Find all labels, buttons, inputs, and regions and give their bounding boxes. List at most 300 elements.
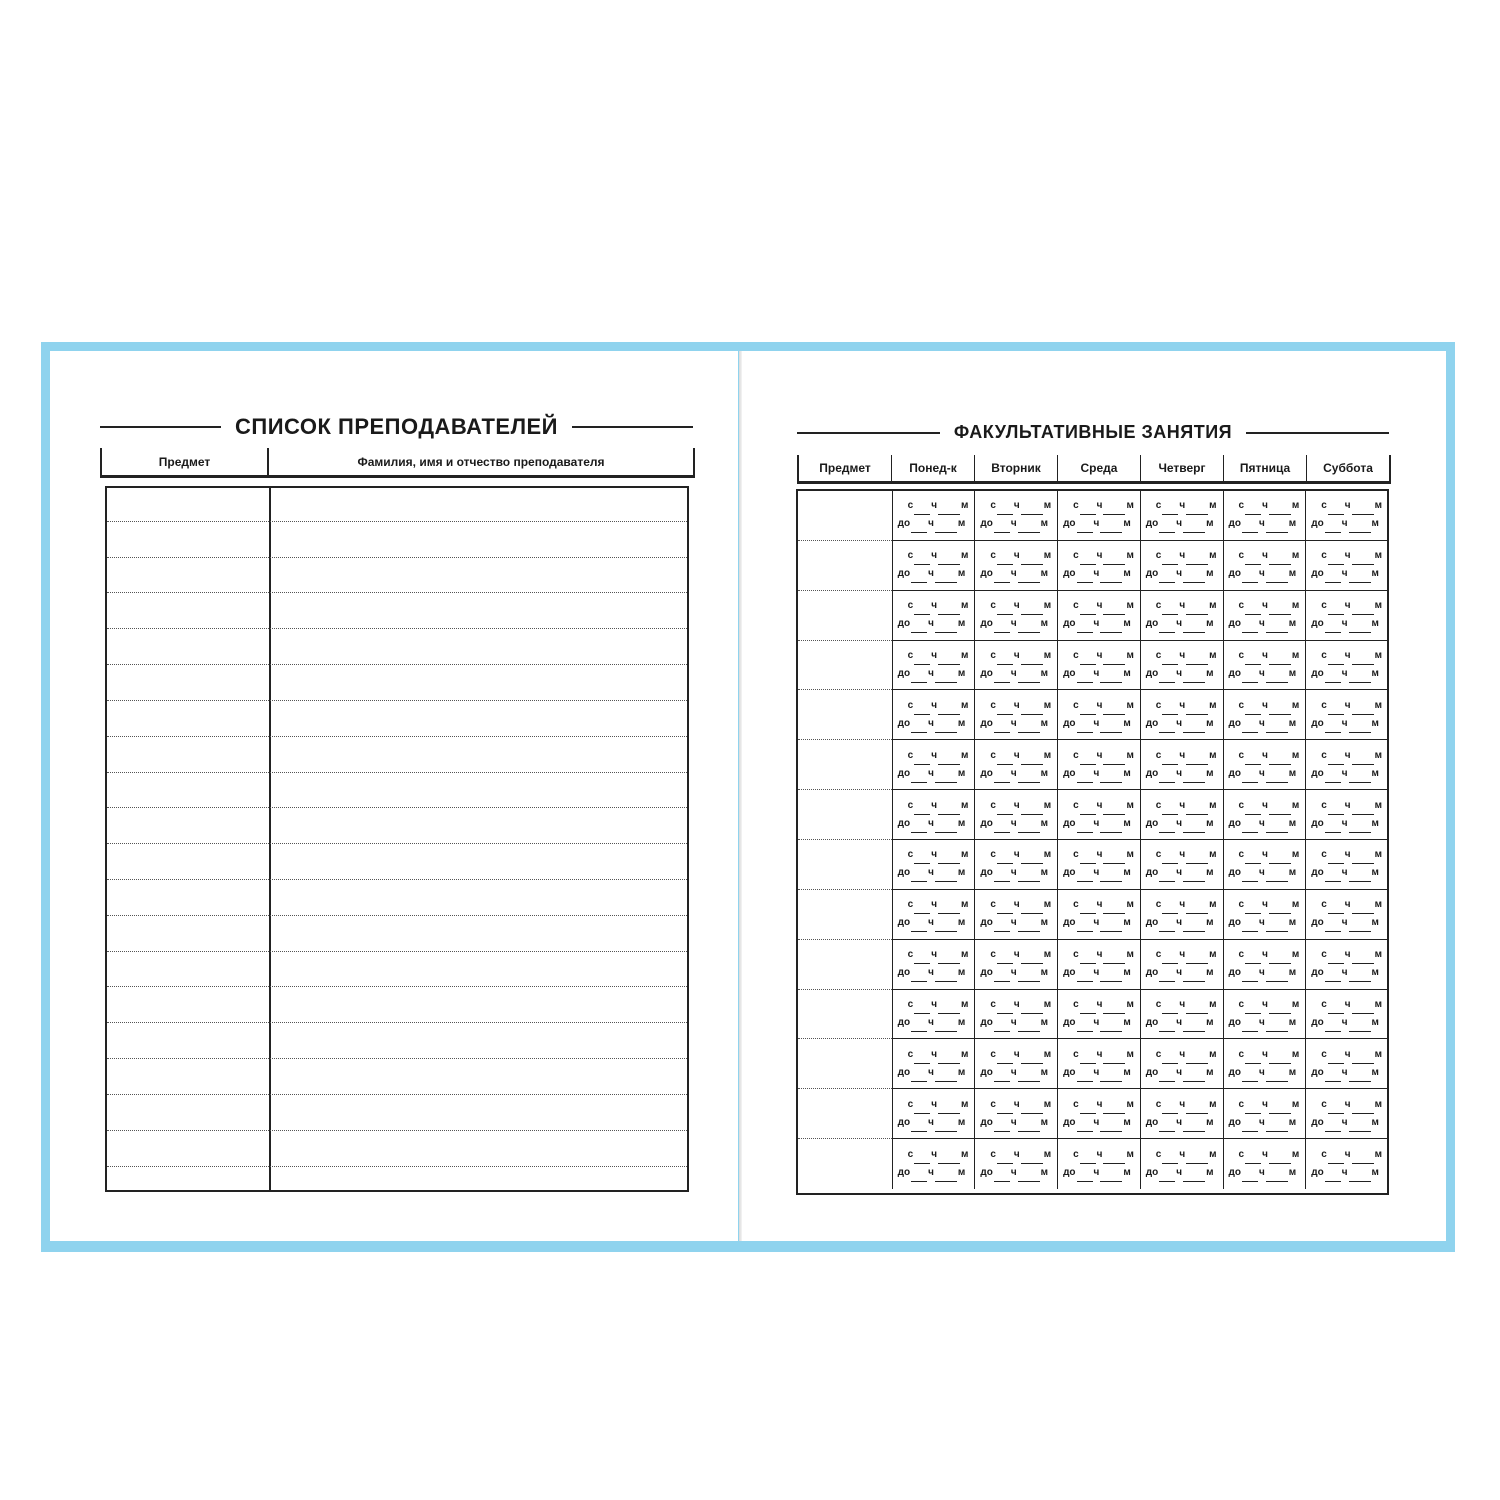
blank-line[interactable]	[1077, 1021, 1093, 1032]
blank-line[interactable]	[1100, 672, 1122, 683]
time-from-field[interactable]	[1146, 896, 1218, 914]
time-to-field[interactable]	[1146, 1114, 1218, 1132]
time-to-field[interactable]	[1229, 565, 1301, 583]
time-to-field[interactable]	[980, 1164, 1052, 1182]
blank-line[interactable]	[1183, 1171, 1205, 1182]
subject-cell[interactable]	[798, 591, 892, 641]
blank-line[interactable]	[1325, 622, 1341, 633]
blank-line[interactable]	[1269, 604, 1291, 615]
blank-line[interactable]	[1245, 953, 1261, 964]
blank-line[interactable]	[1269, 1153, 1291, 1164]
time-to-field[interactable]	[980, 914, 1052, 932]
blank-line[interactable]	[1159, 871, 1175, 882]
blank-line[interactable]	[1328, 1153, 1344, 1164]
blank-line[interactable]	[1242, 1021, 1258, 1032]
blank-line[interactable]	[914, 504, 930, 515]
blank-line[interactable]	[1352, 504, 1374, 515]
blank-line[interactable]	[1159, 822, 1175, 833]
blank-line[interactable]	[1352, 554, 1374, 565]
blank-line[interactable]	[997, 1153, 1013, 1164]
subject-cell[interactable]	[798, 840, 892, 890]
time-from-field[interactable]	[898, 846, 970, 864]
time-from-field[interactable]	[980, 647, 1052, 665]
time-to-field[interactable]	[1063, 715, 1135, 733]
blank-line[interactable]	[1269, 1053, 1291, 1064]
time-from-field[interactable]	[1229, 996, 1301, 1014]
time-from-field[interactable]	[1311, 946, 1382, 964]
blank-line[interactable]	[1018, 971, 1040, 982]
blank-line[interactable]	[1352, 903, 1374, 914]
blank-line[interactable]	[1328, 804, 1344, 815]
blank-line[interactable]	[994, 1071, 1010, 1082]
blank-line[interactable]	[1269, 903, 1291, 914]
time-from-field[interactable]	[980, 697, 1052, 715]
time-to-field[interactable]	[1229, 665, 1301, 683]
blank-line[interactable]	[1103, 704, 1125, 715]
blank-line[interactable]	[1245, 1153, 1261, 1164]
blank-line[interactable]	[1245, 804, 1261, 815]
blank-line[interactable]	[1269, 704, 1291, 715]
blank-line[interactable]	[1103, 1053, 1125, 1064]
time-from-field[interactable]	[1146, 996, 1218, 1014]
time-to-field[interactable]	[898, 1014, 970, 1032]
time-to-field[interactable]	[1229, 1064, 1301, 1082]
blank-line[interactable]	[1018, 871, 1040, 882]
time-to-field[interactable]	[1311, 864, 1382, 882]
blank-line[interactable]	[1186, 903, 1208, 914]
time-from-field[interactable]	[1229, 547, 1301, 565]
blank-line[interactable]	[911, 1121, 927, 1132]
time-from-field[interactable]	[1311, 846, 1382, 864]
blank-line[interactable]	[994, 921, 1010, 932]
blank-line[interactable]	[1159, 1171, 1175, 1182]
blank-line[interactable]	[997, 504, 1013, 515]
blank-line[interactable]	[1183, 522, 1205, 533]
blank-line[interactable]	[1328, 554, 1344, 565]
time-from-field[interactable]	[898, 497, 970, 515]
blank-line[interactable]	[1100, 1171, 1122, 1182]
blank-line[interactable]	[1183, 772, 1205, 783]
blank-line[interactable]	[997, 554, 1013, 565]
blank-line[interactable]	[1352, 953, 1374, 964]
blank-line[interactable]	[1183, 572, 1205, 583]
blank-line[interactable]	[1245, 1103, 1261, 1114]
time-from-field[interactable]	[980, 996, 1052, 1014]
time-to-field[interactable]	[1063, 515, 1135, 533]
blank-line[interactable]	[1349, 971, 1371, 982]
blank-line[interactable]	[1183, 822, 1205, 833]
blank-line[interactable]	[911, 622, 927, 633]
time-to-field[interactable]	[1146, 515, 1218, 533]
subject-cell[interactable]	[798, 890, 892, 940]
blank-line[interactable]	[1269, 1003, 1291, 1014]
time-from-field[interactable]	[1229, 1096, 1301, 1114]
time-to-field[interactable]	[1229, 615, 1301, 633]
blank-line[interactable]	[1100, 572, 1122, 583]
time-from-field[interactable]	[980, 597, 1052, 615]
blank-line[interactable]	[1352, 754, 1374, 765]
blank-line[interactable]	[911, 672, 927, 683]
blank-line[interactable]	[1103, 554, 1125, 565]
blank-line[interactable]	[1242, 1121, 1258, 1132]
blank-line[interactable]	[938, 604, 960, 615]
blank-line[interactable]	[1325, 572, 1341, 583]
time-to-field[interactable]	[1311, 715, 1382, 733]
blank-line[interactable]	[1018, 1071, 1040, 1082]
time-to-field[interactable]	[980, 715, 1052, 733]
blank-line[interactable]	[1325, 1171, 1341, 1182]
blank-line[interactable]	[1100, 772, 1122, 783]
blank-line[interactable]	[1328, 1003, 1344, 1014]
blank-line[interactable]	[1103, 903, 1125, 914]
blank-line[interactable]	[938, 554, 960, 565]
time-to-field[interactable]	[1229, 1014, 1301, 1032]
subject-cell[interactable]	[798, 541, 892, 591]
blank-line[interactable]	[1159, 522, 1175, 533]
blank-line[interactable]	[1266, 522, 1288, 533]
blank-line[interactable]	[914, 853, 930, 864]
blank-line[interactable]	[997, 804, 1013, 815]
time-from-field[interactable]	[1229, 846, 1301, 864]
time-from-field[interactable]	[1146, 946, 1218, 964]
blank-line[interactable]	[1328, 853, 1344, 864]
blank-line[interactable]	[1077, 822, 1093, 833]
time-from-field[interactable]	[1311, 647, 1382, 665]
blank-line[interactable]	[1269, 1103, 1291, 1114]
time-from-field[interactable]	[1063, 747, 1135, 765]
blank-line[interactable]	[938, 1003, 960, 1014]
blank-line[interactable]	[1162, 554, 1178, 565]
blank-line[interactable]	[1328, 504, 1344, 515]
blank-line[interactable]	[1018, 1121, 1040, 1132]
blank-line[interactable]	[1162, 1053, 1178, 1064]
blank-line[interactable]	[935, 572, 957, 583]
blank-line[interactable]	[1077, 772, 1093, 783]
blank-line[interactable]	[1325, 772, 1341, 783]
blank-line[interactable]	[914, 604, 930, 615]
blank-line[interactable]	[1018, 1021, 1040, 1032]
blank-line[interactable]	[914, 953, 930, 964]
time-to-field[interactable]	[1063, 1164, 1135, 1182]
blank-line[interactable]	[935, 772, 957, 783]
blank-line[interactable]	[1100, 1071, 1122, 1082]
blank-line[interactable]	[1325, 871, 1341, 882]
blank-line[interactable]	[1269, 554, 1291, 565]
time-to-field[interactable]	[1146, 815, 1218, 833]
time-from-field[interactable]	[980, 1146, 1052, 1164]
blank-line[interactable]	[1266, 722, 1288, 733]
blank-line[interactable]	[994, 522, 1010, 533]
blank-line[interactable]	[914, 754, 930, 765]
time-to-field[interactable]	[980, 565, 1052, 583]
time-to-field[interactable]	[1229, 914, 1301, 932]
blank-line[interactable]	[911, 822, 927, 833]
blank-line[interactable]	[938, 704, 960, 715]
blank-line[interactable]	[1186, 654, 1208, 665]
blank-line[interactable]	[1325, 1071, 1341, 1082]
blank-line[interactable]	[914, 804, 930, 815]
time-to-field[interactable]	[1146, 1014, 1218, 1032]
blank-line[interactable]	[1077, 572, 1093, 583]
blank-line[interactable]	[1349, 722, 1371, 733]
subject-cell[interactable]	[798, 641, 892, 691]
time-to-field[interactable]	[1311, 815, 1382, 833]
time-to-field[interactable]	[1063, 1064, 1135, 1082]
time-to-field[interactable]	[898, 1114, 970, 1132]
blank-line[interactable]	[1100, 921, 1122, 932]
blank-line[interactable]	[1266, 622, 1288, 633]
blank-line[interactable]	[911, 572, 927, 583]
blank-line[interactable]	[1077, 971, 1093, 982]
blank-line[interactable]	[997, 903, 1013, 914]
blank-line[interactable]	[1159, 921, 1175, 932]
blank-line[interactable]	[1021, 1103, 1043, 1114]
blank-line[interactable]	[1349, 1121, 1371, 1132]
blank-line[interactable]	[1325, 822, 1341, 833]
blank-line[interactable]	[1100, 822, 1122, 833]
blank-line[interactable]	[1103, 953, 1125, 964]
blank-line[interactable]	[1080, 1153, 1096, 1164]
blank-line[interactable]	[1328, 654, 1344, 665]
time-to-field[interactable]	[1146, 565, 1218, 583]
time-to-field[interactable]	[898, 715, 970, 733]
blank-line[interactable]	[1077, 622, 1093, 633]
subject-cell[interactable]	[798, 690, 892, 740]
blank-line[interactable]	[1245, 1053, 1261, 1064]
blank-line[interactable]	[1077, 871, 1093, 882]
blank-line[interactable]	[1266, 971, 1288, 982]
time-to-field[interactable]	[980, 1114, 1052, 1132]
time-from-field[interactable]	[898, 996, 970, 1014]
blank-line[interactable]	[938, 1053, 960, 1064]
blank-line[interactable]	[1242, 1071, 1258, 1082]
time-from-field[interactable]	[980, 747, 1052, 765]
time-from-field[interactable]	[1146, 697, 1218, 715]
blank-line[interactable]	[1021, 804, 1043, 815]
time-from-field[interactable]	[980, 797, 1052, 815]
blank-line[interactable]	[1183, 722, 1205, 733]
time-from-field[interactable]	[1063, 946, 1135, 964]
blank-line[interactable]	[1183, 672, 1205, 683]
subject-cell[interactable]	[798, 740, 892, 790]
blank-line[interactable]	[997, 953, 1013, 964]
blank-line[interactable]	[935, 522, 957, 533]
blank-line[interactable]	[1159, 971, 1175, 982]
time-to-field[interactable]	[1146, 615, 1218, 633]
blank-line[interactable]	[1021, 903, 1043, 914]
blank-line[interactable]	[1242, 971, 1258, 982]
time-to-field[interactable]	[1146, 864, 1218, 882]
time-from-field[interactable]	[1229, 946, 1301, 964]
blank-line[interactable]	[1242, 822, 1258, 833]
blank-line[interactable]	[914, 903, 930, 914]
blank-line[interactable]	[1328, 953, 1344, 964]
time-from-field[interactable]	[1311, 747, 1382, 765]
blank-line[interactable]	[1186, 953, 1208, 964]
time-from-field[interactable]	[1229, 747, 1301, 765]
time-from-field[interactable]	[1311, 896, 1382, 914]
time-to-field[interactable]	[1063, 765, 1135, 783]
time-to-field[interactable]	[1311, 565, 1382, 583]
blank-line[interactable]	[911, 1021, 927, 1032]
time-from-field[interactable]	[1229, 1046, 1301, 1064]
blank-line[interactable]	[1103, 853, 1125, 864]
blank-line[interactable]	[1162, 654, 1178, 665]
subject-cell[interactable]	[798, 940, 892, 990]
blank-line[interactable]	[1352, 604, 1374, 615]
blank-line[interactable]	[1021, 754, 1043, 765]
blank-line[interactable]	[1349, 672, 1371, 683]
time-to-field[interactable]	[1146, 715, 1218, 733]
time-to-field[interactable]	[1311, 615, 1382, 633]
blank-line[interactable]	[911, 772, 927, 783]
blank-line[interactable]	[1349, 871, 1371, 882]
time-from-field[interactable]	[898, 1046, 970, 1064]
time-from-field[interactable]	[1063, 896, 1135, 914]
blank-line[interactable]	[1021, 1153, 1043, 1164]
blank-line[interactable]	[1352, 1003, 1374, 1014]
time-to-field[interactable]	[1311, 1014, 1382, 1032]
time-to-field[interactable]	[1146, 1164, 1218, 1182]
time-to-field[interactable]	[898, 964, 970, 982]
time-to-field[interactable]	[898, 815, 970, 833]
subject-cell[interactable]	[798, 790, 892, 840]
time-to-field[interactable]	[1229, 815, 1301, 833]
blank-line[interactable]	[935, 1121, 957, 1132]
time-from-field[interactable]	[1063, 497, 1135, 515]
blank-line[interactable]	[1325, 522, 1341, 533]
blank-line[interactable]	[935, 921, 957, 932]
blank-line[interactable]	[1159, 572, 1175, 583]
blank-line[interactable]	[1100, 871, 1122, 882]
blank-line[interactable]	[914, 1103, 930, 1114]
blank-line[interactable]	[1352, 1103, 1374, 1114]
time-from-field[interactable]	[1063, 996, 1135, 1014]
time-to-field[interactable]	[898, 1064, 970, 1082]
blank-line[interactable]	[1021, 554, 1043, 565]
blank-line[interactable]	[1266, 871, 1288, 882]
blank-line[interactable]	[911, 1171, 927, 1182]
blank-line[interactable]	[1077, 1121, 1093, 1132]
blank-line[interactable]	[1080, 1103, 1096, 1114]
blank-line[interactable]	[1325, 1121, 1341, 1132]
blank-line[interactable]	[1349, 522, 1371, 533]
blank-line[interactable]	[1021, 953, 1043, 964]
blank-line[interactable]	[935, 971, 957, 982]
blank-line[interactable]	[935, 672, 957, 683]
blank-line[interactable]	[1103, 804, 1125, 815]
blank-line[interactable]	[1080, 804, 1096, 815]
time-from-field[interactable]	[1229, 896, 1301, 914]
time-from-field[interactable]	[1146, 1046, 1218, 1064]
blank-line[interactable]	[1349, 1171, 1371, 1182]
blank-line[interactable]	[1100, 1121, 1122, 1132]
time-to-field[interactable]	[980, 665, 1052, 683]
time-from-field[interactable]	[980, 1046, 1052, 1064]
blank-line[interactable]	[997, 853, 1013, 864]
blank-line[interactable]	[1159, 1021, 1175, 1032]
blank-line[interactable]	[994, 1021, 1010, 1032]
blank-line[interactable]	[1018, 522, 1040, 533]
blank-line[interactable]	[1266, 921, 1288, 932]
blank-line[interactable]	[1077, 1071, 1093, 1082]
time-to-field[interactable]	[1311, 515, 1382, 533]
time-from-field[interactable]	[1063, 1146, 1135, 1164]
blank-line[interactable]	[914, 1003, 930, 1014]
blank-line[interactable]	[914, 704, 930, 715]
time-to-field[interactable]	[1311, 1114, 1382, 1132]
blank-line[interactable]	[1186, 604, 1208, 615]
time-from-field[interactable]	[898, 647, 970, 665]
time-to-field[interactable]	[898, 565, 970, 583]
blank-line[interactable]	[935, 1071, 957, 1082]
time-from-field[interactable]	[1063, 697, 1135, 715]
blank-line[interactable]	[1266, 572, 1288, 583]
time-from-field[interactable]	[898, 547, 970, 565]
blank-line[interactable]	[997, 754, 1013, 765]
blank-line[interactable]	[1186, 1153, 1208, 1164]
blank-line[interactable]	[1245, 504, 1261, 515]
blank-line[interactable]	[1269, 853, 1291, 864]
blank-line[interactable]	[997, 1103, 1013, 1114]
blank-line[interactable]	[1328, 1103, 1344, 1114]
time-to-field[interactable]	[1311, 765, 1382, 783]
blank-line[interactable]	[1021, 704, 1043, 715]
blank-line[interactable]	[1245, 754, 1261, 765]
time-to-field[interactable]	[980, 765, 1052, 783]
blank-line[interactable]	[914, 1053, 930, 1064]
blank-line[interactable]	[935, 1171, 957, 1182]
blank-line[interactable]	[1162, 1103, 1178, 1114]
blank-line[interactable]	[1266, 1071, 1288, 1082]
time-from-field[interactable]	[1146, 597, 1218, 615]
blank-line[interactable]	[1100, 971, 1122, 982]
time-from-field[interactable]	[1311, 1096, 1382, 1114]
time-to-field[interactable]	[1229, 715, 1301, 733]
blank-line[interactable]	[914, 554, 930, 565]
blank-line[interactable]	[935, 871, 957, 882]
blank-line[interactable]	[1183, 921, 1205, 932]
blank-line[interactable]	[994, 971, 1010, 982]
blank-line[interactable]	[1349, 822, 1371, 833]
blank-line[interactable]	[1080, 1003, 1096, 1014]
time-to-field[interactable]	[980, 1064, 1052, 1082]
blank-line[interactable]	[1103, 754, 1125, 765]
blank-line[interactable]	[1162, 504, 1178, 515]
time-from-field[interactable]	[1146, 547, 1218, 565]
time-from-field[interactable]	[1311, 697, 1382, 715]
blank-line[interactable]	[1349, 622, 1371, 633]
blank-line[interactable]	[1021, 1003, 1043, 1014]
subject-cell[interactable]	[798, 990, 892, 1040]
time-from-field[interactable]	[1229, 497, 1301, 515]
blank-line[interactable]	[1080, 704, 1096, 715]
blank-line[interactable]	[911, 722, 927, 733]
time-from-field[interactable]	[1229, 647, 1301, 665]
time-to-field[interactable]	[980, 515, 1052, 533]
time-from-field[interactable]	[980, 497, 1052, 515]
time-to-field[interactable]	[1063, 914, 1135, 932]
blank-line[interactable]	[1162, 804, 1178, 815]
blank-line[interactable]	[1103, 654, 1125, 665]
blank-line[interactable]	[1103, 504, 1125, 515]
blank-line[interactable]	[1242, 871, 1258, 882]
time-from-field[interactable]	[898, 896, 970, 914]
blank-line[interactable]	[1018, 921, 1040, 932]
blank-line[interactable]	[1328, 1053, 1344, 1064]
blank-line[interactable]	[1080, 504, 1096, 515]
blank-line[interactable]	[1266, 772, 1288, 783]
